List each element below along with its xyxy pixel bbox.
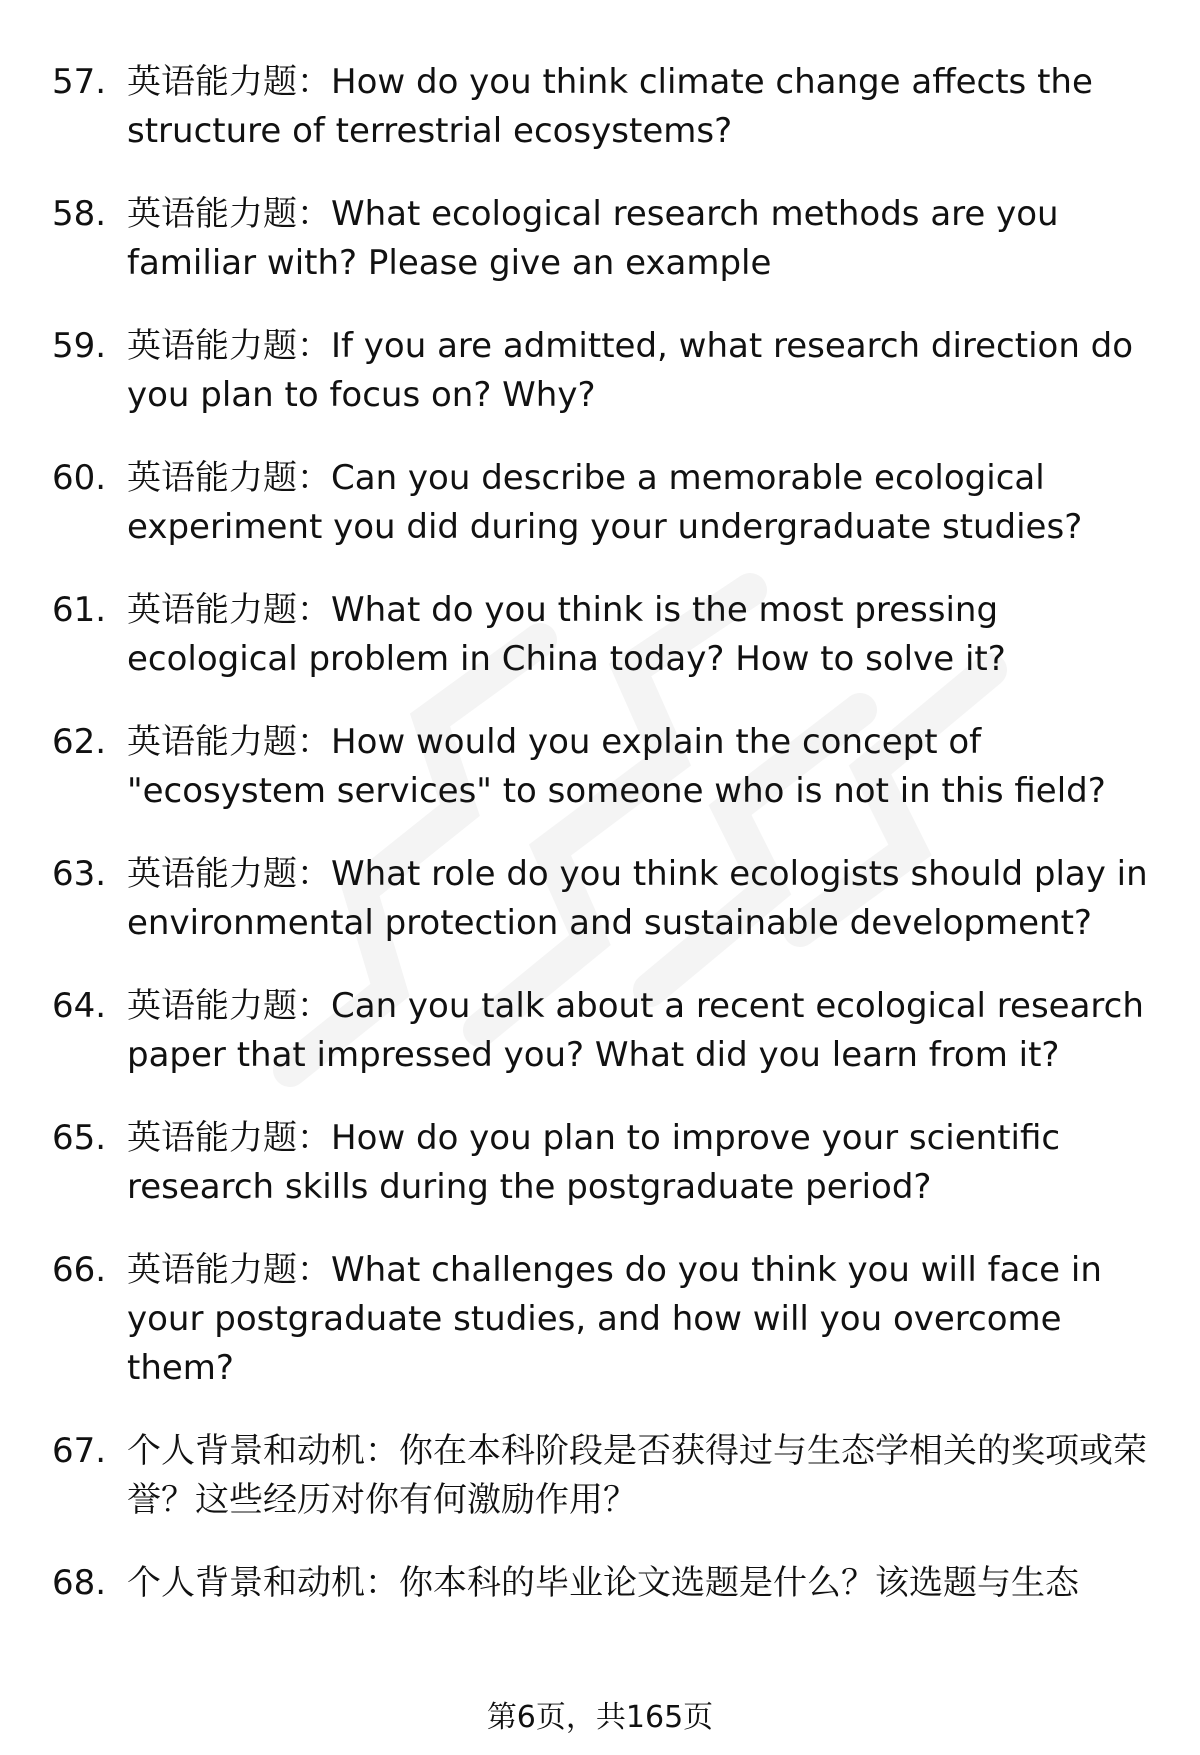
question-64 [52, 982, 1162, 1080]
question-number: 65. [52, 1118, 107, 1158]
question-number: 64. [52, 986, 107, 1026]
question-number: 61. [52, 590, 107, 630]
question-65 [52, 1114, 1162, 1212]
question-text: 英语能力题：If you are admitted, what research direction do you plan to focus on? Why? [127, 326, 1134, 415]
question-text: 英语能力题：How do you think climate change affects the structure of terrestrial ecosystems? [127, 62, 1093, 151]
question-59 [52, 322, 1162, 420]
question-text: 英语能力题：Can you describe a memorable ecological experiment you did during your undergraduate studies? [127, 458, 1083, 547]
question-text: 英语能力题：What ecological research methods are you familiar with? Please give an example [127, 194, 1059, 283]
question-number: 60. [52, 458, 107, 498]
question-text: 英语能力题：What role do you think ecologists should play in environmental protection and sustainable development? [127, 854, 1148, 943]
question-text: 英语能力题：What do you think is the most pressing ecological problem in China today? How to solve it? [127, 590, 1006, 679]
question-text: 个人背景和动机：你在本科阶段是否获得过与生态学相关的奖项或荣誉？这些经历对你有何激励作用？ [127, 1431, 1147, 1520]
question-57 [52, 58, 1162, 156]
question-number: 62. [52, 722, 107, 762]
question-list [52, 58, 1162, 1642]
question-number: 59. [52, 326, 107, 366]
question-60 [52, 454, 1162, 552]
question-63 [52, 850, 1162, 948]
page-number-footer: 第6页，共165页 [486, 1700, 714, 1735]
question-text: 英语能力题：Can you talk about a recent ecological research paper that impressed you? What did you learn from it? [127, 986, 1144, 1075]
question-text: 个人背景和动机：你本科的毕业论文选题是什么？该选题与生态 [127, 1563, 1079, 1603]
question-text: 英语能力题：How do you plan to improve your scientific research skills during the postgraduate period? [127, 1118, 1061, 1207]
question-number: 66. [52, 1250, 107, 1290]
question-number: 67. [52, 1431, 107, 1471]
question-number: 58. [52, 194, 107, 234]
question-67 [52, 1427, 1162, 1525]
question-number: 63. [52, 854, 107, 894]
question-68 [52, 1559, 1162, 1608]
question-62 [52, 718, 1162, 816]
question-61 [52, 586, 1162, 684]
question-text: 英语能力题：What challenges do you think you will face in your postgraduate studies, and how will you overcome them? [127, 1250, 1102, 1388]
question-number: 68. [52, 1563, 107, 1603]
question-66 [52, 1246, 1162, 1393]
question-text: 英语能力题：How would you explain the concept of "ecosystem services" to someone who is not in this field? [127, 722, 1106, 811]
question-58 [52, 190, 1162, 288]
question-number: 57. [52, 62, 107, 102]
